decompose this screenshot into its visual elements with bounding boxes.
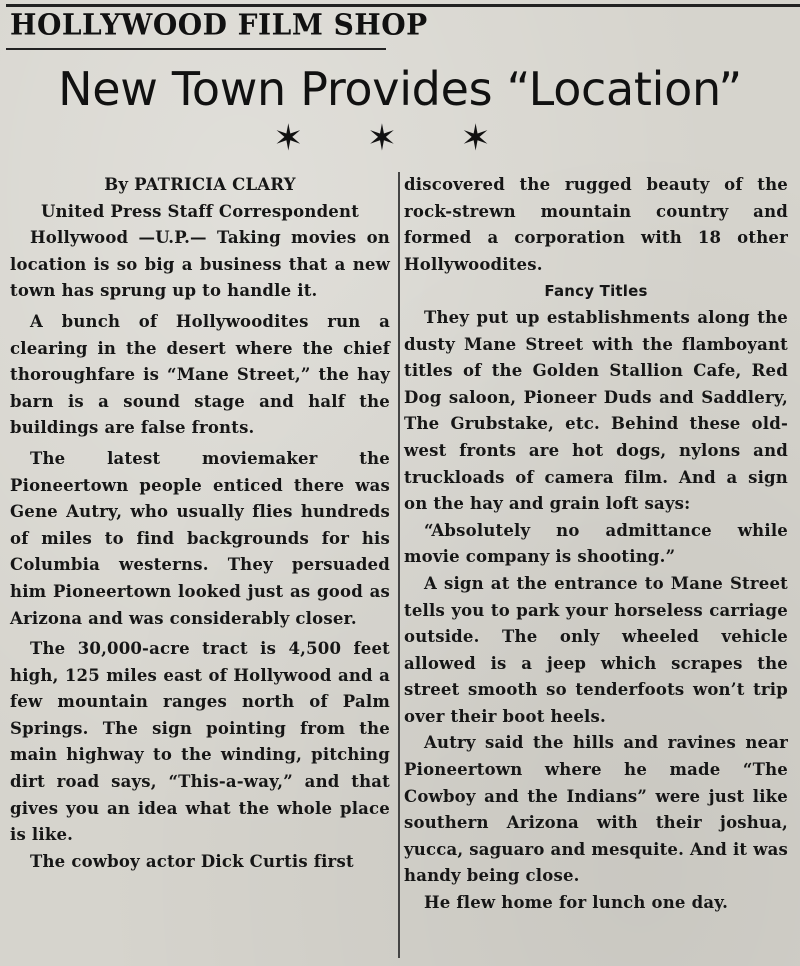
article-column-left xyxy=(10,172,390,875)
paragraph: Autry said the hills and ravines near Pioneertown where he made “The Cowboy and the Indians” were just like southern Arizona with their joshua, yucca, saguaro and mesquite. And it was handy being close. xyxy=(404,733,788,886)
byline: By PATRICIA CLARY xyxy=(104,175,296,194)
paragraph: The cowboy actor Dick Curtis first xyxy=(30,851,354,871)
credit-line: United Press Staff Correspondent xyxy=(40,201,360,221)
star-ornament: ✶ ✶ ✶ xyxy=(273,118,517,159)
paragraph: discovered the rugged beauty of the rock-strewn mountain country and formed a corporation with 18 other Hollywoodites. xyxy=(404,175,788,274)
article-column-right xyxy=(404,172,788,917)
kicker-rule xyxy=(6,48,386,50)
paragraph: “Absolutely no admittance while movie company is shooting.” xyxy=(404,520,788,567)
paragraph: They put up establishments along the dusty Mane Street with the flamboyant titles of the Golden Stallion Cafe, Red Dog saloon, Pioneer Duds and Saddlery, The Grubstake, etc. Behind these old-west fronts are hot dogs, nylons and truckloads of camera film. And a sign on the hay and grain loft says: xyxy=(404,307,788,514)
paragraph: The latest moviemaker the Pioneertown people enticed there was Gene Autry, who usually flies hundreds of miles to find backgrounds for his Columbia westerns. They persuaded him Pioneertown looked just as good as Arizona and was considerably closer. xyxy=(10,448,390,628)
paragraph: Hollywood —U.P.— Taking movies on location is so big a business that a new town has sprung up to handle it. xyxy=(10,228,390,301)
paragraph: A sign at the entrance to Mane Street tells you to park your horseless carriage outside. The only wheeled vehicle allowed is a jeep which scrapes the street smooth so tenderfoots won’t trip over their boot heels. xyxy=(404,573,788,726)
subhead: Fancy Titles xyxy=(544,282,648,301)
headline: New Town Provides “Location” xyxy=(58,62,742,116)
column-divider xyxy=(398,172,400,958)
section-kicker: HOLLYWOOD FILM SHOP xyxy=(10,7,428,42)
paragraph: A bunch of Hollywoodites run a clearing in the desert where the chief thoroughfare is “Mane Street,” the hay barn is a sound stage and half the buildings are false fronts. xyxy=(10,311,390,438)
paragraph: The 30,000-acre tract is 4,500 feet high, 125 miles east of Hollywood and a few mountain ranges north of Palm Springs. The sign pointing from the main highway to the winding, pitching dirt road says, “This-a-way,” and that gives you an idea what the whole place is like. xyxy=(10,639,390,845)
paragraph: He flew home for lunch one day. xyxy=(424,893,729,913)
